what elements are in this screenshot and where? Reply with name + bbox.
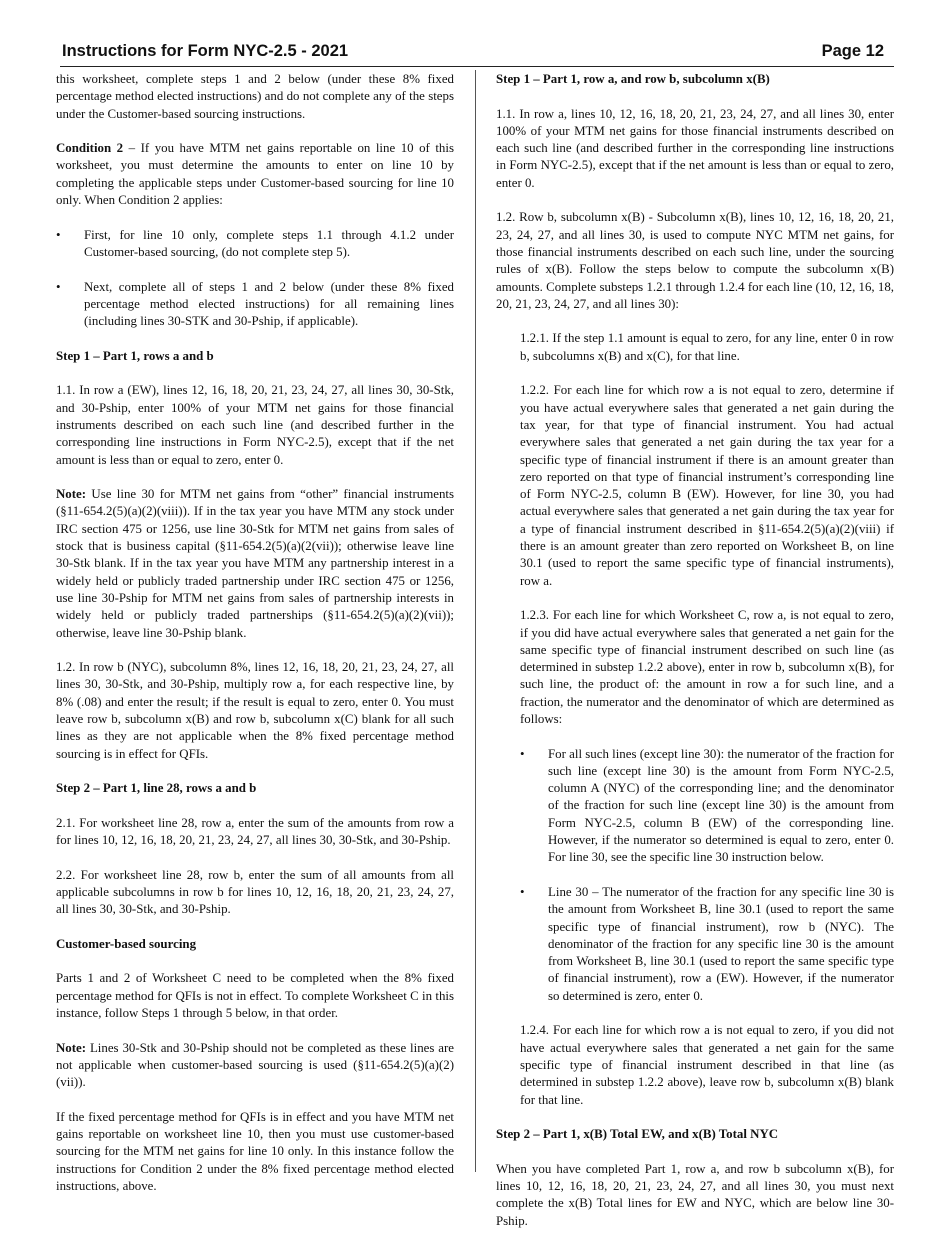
condition2-bullet-1: • First, for line 10 only, complete steps 1.1 through 4.1.2 under Customer-based sourcing, (do not complete step 5). bbox=[56, 227, 454, 262]
final-paragraph: If the fixed percentage method for QFIs is in effect and you have MTM net gains reportable on worksheet line 10, then you must use customer-based sourcing for the MTM net gains for line 10 only. In this instance follow the instructions for Condition 2 under the 8% fixed percentage method elected instructions, above. bbox=[56, 1109, 454, 1193]
column-divider bbox=[475, 70, 476, 1172]
customer-based-sourcing-heading: Customer-based sourcing bbox=[56, 936, 197, 951]
note-text: Use line 30 for MTM net gains from “other” financial instruments (§11-654.2(5)(a)(2)(viii)). If in the tax year you have MTM any stock under IRC section 475 or 1256, use line 30-Stk for MTM net gains from sales of stock that is business capital (§11-654.2(5)(a)(2(vii)); otherwise leave line 30-Stk blank. If in the tax year you have MTM any partnership interest in a widely held or publicly traded partnership under IRC section 475 or 1256, use line 30-Pship for MTM net gains from sales of partnership interests in widely held or publicly traded partnerships (§11-654.2(5)(a)(2)(vii)); otherwise, leave line 30-Pship blank. bbox=[56, 487, 454, 640]
right-step2-paragraph: When you have completed Part 1, row a, and row b subcolumn x(B), for lines 10, 12, 16, 18, 20, 21, 23, 24, 27, and all lines 30, you must next complete the x(B) Total lines for EW and NYC, which are below line 30-Pship. bbox=[496, 1161, 894, 1228]
step1-2-paragraph: 1.2. In row b (NYC), subcolumn 8%, lines 12, 16, 18, 20, 21, 23, 24, 27, all lines 30, 30-Stk, and 30-Pship, multiply row a, for each respective line, by 8% (.08) and enter the result; if the result is equal to zero, enter 0. You must leave row b, subcolumn x(B) and row b, subcolumn x(C) blank for all such lines as they are not applicable when the 8% fixed percentage method sourcing is in effect for QFIs. bbox=[56, 660, 454, 761]
intro-paragraph: this worksheet, complete steps 1 and 2 below (under these 8% fixed percentage method elected instructions) and do not complete any of the steps under the Customer-based sourcing instructions. bbox=[56, 72, 454, 121]
condition2-text: – If you have MTM net gains reportable on line 10 of this worksheet, you must determine the amounts to enter on line 10 by completing the applicable steps under Customer-based sourcing for line 10 only. When Condition 2 applies: bbox=[56, 141, 454, 208]
document-title: Instructions for Form NYC-2.5 - 2021 bbox=[62, 42, 349, 60]
substep-1-2-4: 1.2.4. For each line for which row a is not equal to zero, if you did not have actual everywhere sales that generated a net gain for the same specific type of financial instrument described in that line (as determined in substep 1.2.2 above), leave row b, subcolumn x(B) blank for that line. bbox=[520, 1023, 894, 1107]
page-header bbox=[60, 40, 894, 67]
right-step2-heading: Step 2 – Part 1, x(B) Total EW, and x(B) Total NYC bbox=[496, 1127, 779, 1142]
right-step1-heading: Step 1 – Part 1, row a, and row b, subcolumn x(B) bbox=[496, 72, 770, 86]
note2-text: Lines 30-Stk and 30-Pship should not be completed as these lines are not applicable when customer-based sourcing is used (§11-654.2(5)(a)(2)(vii)). bbox=[56, 1040, 454, 1090]
step2-1-paragraph: 2.1. For worksheet line 28, row a, enter the sum of the amounts from row a for lines 10, 12, 16, 18, 20, 21, 23, 24, 27, all lines 30, 30-Stk, and 30-Pship. bbox=[56, 815, 454, 848]
right-step1-1-paragraph: 1.1. In row a, lines 10, 12, 16, 18, 20, 21, 23, 24, 27, and all lines 30, enter 100% of your MTM net gains for those financial instruments described on each such line (and described further in the corresponding line instructions in Form NYC-2.5), except that if the net amount is less than or equal to zero, enter 0. bbox=[496, 106, 894, 190]
note2-label: Note: bbox=[56, 1040, 87, 1055]
condition2-label: Condition 2 bbox=[56, 141, 124, 156]
condition2-bullet-2: • Next, complete all of steps 1 and 2 below (under these 8% fixed percentage method elected instructions) for all remaining lines (including lines 30-STK and 30-Pship, if applicable). bbox=[56, 279, 454, 331]
substep-1-2-2: 1.2.2. For each line for which row a is not equal to zero, determine if you have actual everywhere sales that generated a net gain during the tax year, for that type of financial instrument. You had actual everywhere sales that generated a net gain during the tax year for a specific type of financial instrument if there is an amount greater than zero reported on that type of financial instrument’s corresponding line of Form NYC-2.5, column B (EW). However, for line 30, you had actual everywhere sales that generated a net gain during the tax year for a type of financial instrument described in §11-654.2(5)(a)(2)(viii) if there is an amount greater than zero reported on Worksheet B, on line 30.1 (used to report the same specific type of financial instruments), row a. bbox=[520, 383, 894, 588]
substep-1-2-3: 1.2.3. For each line for which Worksheet C, row a, is not equal to zero, if you did have actual everywhere sales that generated a net gain for the same specific type of financial instrument described on such line (as determined in substep 1.2.2 above), enter in row b, subcolumn x(B), for such line, the product of: the amount in row a for such line, and a fraction, the numerator and the denominator of which are determined as follows: bbox=[520, 608, 894, 726]
page-number: Page 12 bbox=[821, 42, 884, 60]
note-label: Note: bbox=[56, 487, 87, 502]
note-paragraph bbox=[56, 486, 454, 642]
substep-1-2-1: 1.2.1. If the step 1.1 amount is equal to zero, for any line, enter 0 in row b, subcolumns x(B) and x(C), for that line. bbox=[520, 331, 894, 363]
step1-heading: Step 1 – Part 1, rows a and b bbox=[56, 348, 214, 363]
step2-heading: Step 2 – Part 1, line 28, rows a and b bbox=[56, 781, 257, 796]
note2-paragraph bbox=[56, 1040, 454, 1092]
step1-1-paragraph: 1.1. In row a (EW), lines 12, 16, 18, 20, 21, 23, 24, 27, all lines 30, 30-Stk, and 30-Pship, enter 100% of your MTM net gains for those financial instruments described on each such line (and described further in the corresponding line instructions in Form NYC-2.5), except that if the net amount is less than or equal to zero, enter 0. bbox=[56, 383, 454, 467]
fraction-bullet-2: • Line 30 – The numerator of the fraction for any specific line 30 is the amount from Worksheet B, line 30.1 (used to report the same specific type of financial instrument), row b (NYC). The denominator of the fraction for any specific line 30 is the amount from Worksheet B, line 30.1 (used to report the same specific type of financial instrument), row a (EW). However, if the numerator so determined is zero, enter 0. bbox=[520, 884, 894, 1005]
right-step1-2-paragraph: 1.2. Row b, subcolumn x(B) - Subcolumn x(B), lines 10, 12, 16, 18, 20, 21, 23, 24, 27, and all lines 30, is used to compute NYC MTM net gains, for those financial instruments described on each such line, under the sourcing rules of x(B). Follow the steps below to compute the subcolumn x(B) amounts. Complete substeps 1.2.1 through 1.2.4 for each line (10, 12, 16, 18, 20, 21, 23, 24, 27, and all lines 30): bbox=[496, 210, 894, 311]
left-column bbox=[56, 71, 454, 1213]
condition2-paragraph bbox=[56, 140, 454, 209]
right-column bbox=[496, 71, 894, 1247]
customer-based-sourcing-paragraph: Parts 1 and 2 of Worksheet C need to be completed when the 8% fixed percentage method for QFIs is not in effect. To complete Worksheet C in this instance, follow Steps 1 through 5 below, in that order. bbox=[56, 971, 454, 1021]
step2-2-paragraph: 2.2. For worksheet line 28, row b, enter the sum of all amounts from all applicable subcolumns in row b for lines 10, 12, 16, 18, 20, 21, 23, 24, 27, all lines 30, 30-Stk, and 30-Pship. bbox=[56, 867, 454, 917]
fraction-bullet-1: • For all such lines (except line 30): the numerator of the fraction for such line (except line 30) is the amount from Form NYC-2.5, column A (NYC) of the corresponding line; and the denominator of the fraction for such line (except line 30) is the amount from Form NYC-2.5, column B (EW) of the corresponding line. However, if the numerator so determined is equal to zero, enter 0. For line 30, see the specific line 30 instruction below. bbox=[520, 746, 894, 867]
